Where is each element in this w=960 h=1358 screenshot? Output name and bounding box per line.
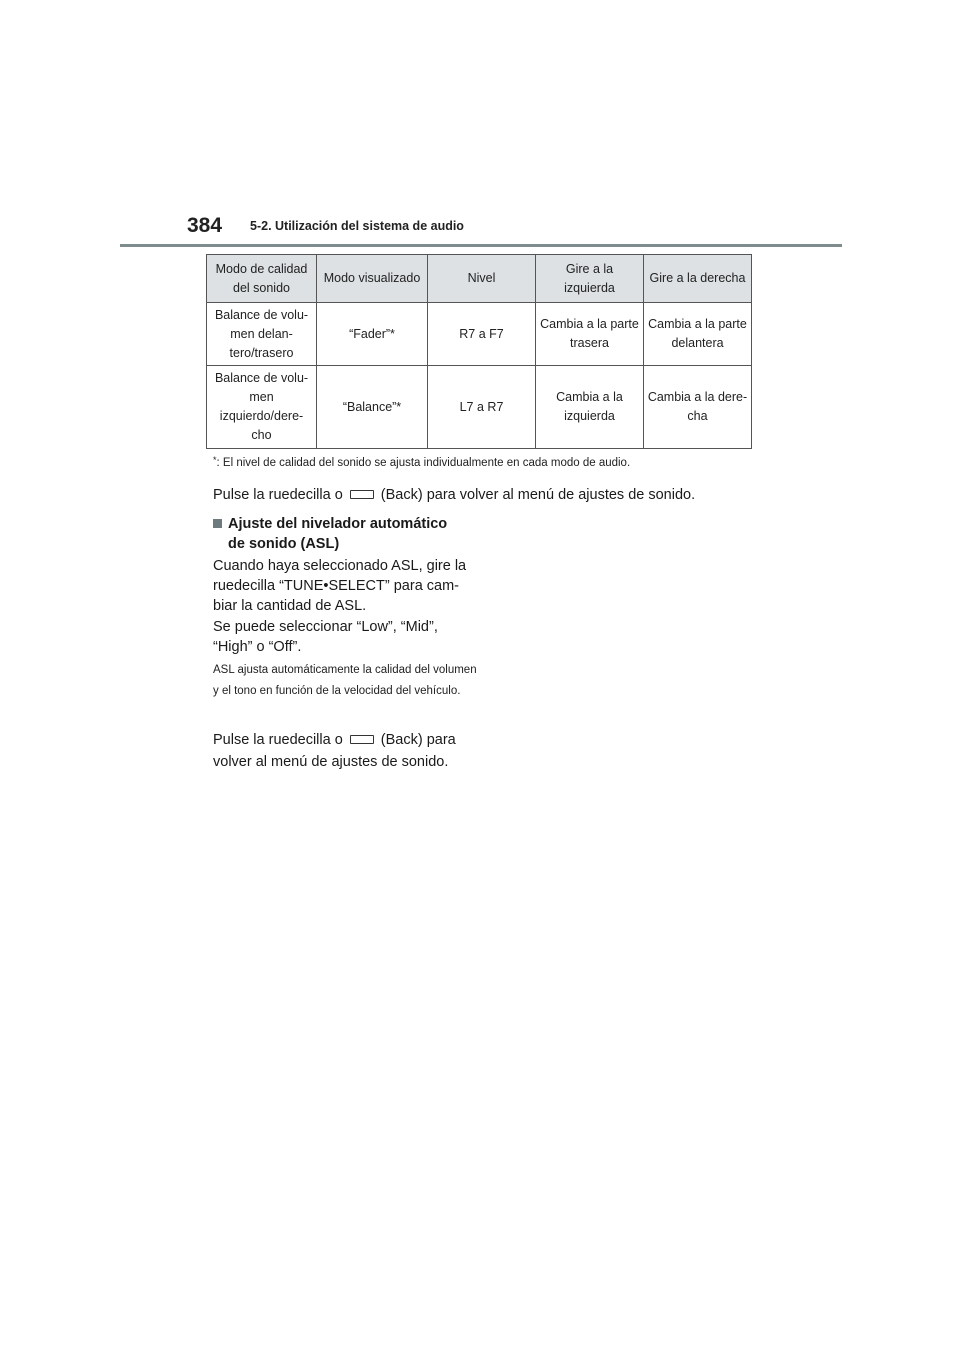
table-cell: Balance de volu-men izquierdo/dere-cho <box>207 366 317 449</box>
table-cell: Balance de volu-men delan-tero/trasero <box>207 303 317 366</box>
table-row <box>207 366 752 449</box>
back-button-icon <box>350 490 374 499</box>
asl-heading <box>213 514 473 554</box>
back-instruction-after: (Back) para volver al menú de ajustes de sonido. <box>380 487 696 503</box>
table-cell: Cambia a la izquierda <box>536 366 644 449</box>
table-header-cell: Modo de calidad del sonido <box>207 255 317 303</box>
table-cell: L7 a R7 <box>428 366 536 449</box>
asl-heading-line2: de sonido (ASL) <box>228 536 340 552</box>
page-number: 384 <box>187 214 223 237</box>
table-header-cell: Gire a la derecha <box>644 255 752 303</box>
table-cell: R7 a F7 <box>428 303 536 366</box>
asl-heading-line1: Ajuste del nivelador automático <box>228 516 448 532</box>
table-header-row <box>207 255 752 303</box>
footnote-marker: * <box>213 455 217 465</box>
back-button-icon <box>350 735 374 744</box>
asl-back-after: (Back) para <box>380 732 456 748</box>
table-header-cell: Nivel <box>428 255 536 303</box>
table-footnote <box>213 457 630 469</box>
sound-settings-table <box>206 254 752 449</box>
footnote-text: : El nivel de calidad del sonido se ajusta individualmente en cada modo de audio. <box>216 457 631 469</box>
square-bullet-icon <box>213 519 222 528</box>
asl-options: Se puede seleccionar “Low”, “Mid”, “High” o “Off”. <box>213 619 438 655</box>
asl-back-before: Pulse la ruedecilla o <box>213 732 343 748</box>
back-instruction <box>213 485 773 505</box>
table-cell: “Balance”* <box>317 366 428 449</box>
asl-back-line2: volver al menú de ajustes de sonido. <box>213 754 449 770</box>
table-row <box>207 303 752 366</box>
back-instruction-before: Pulse la ruedecilla o <box>213 487 343 503</box>
asl-note: ASL ajusta automáticamente la calidad del volumen y el tono en función de la velocidad del vehículo. <box>213 664 477 697</box>
section-title: 5-2. Utilización del sistema de audio <box>250 219 464 233</box>
asl-body: Cuando haya seleccionado ASL, gire la ruedecilla “TUNE•SELECT” para cam-biar la cantidad de ASL. <box>213 558 467 614</box>
header-divider <box>120 244 842 247</box>
table-header-cell: Gire a la izquierda <box>536 255 644 303</box>
table-cell: Cambia a la parte delantera <box>644 303 752 366</box>
asl-back-instruction <box>213 729 513 773</box>
table-header-cell: Modo visualizado <box>317 255 428 303</box>
table-cell: Cambia a la dere-cha <box>644 366 752 449</box>
table-cell: “Fader”* <box>317 303 428 366</box>
table-cell: Cambia a la parte trasera <box>536 303 644 366</box>
